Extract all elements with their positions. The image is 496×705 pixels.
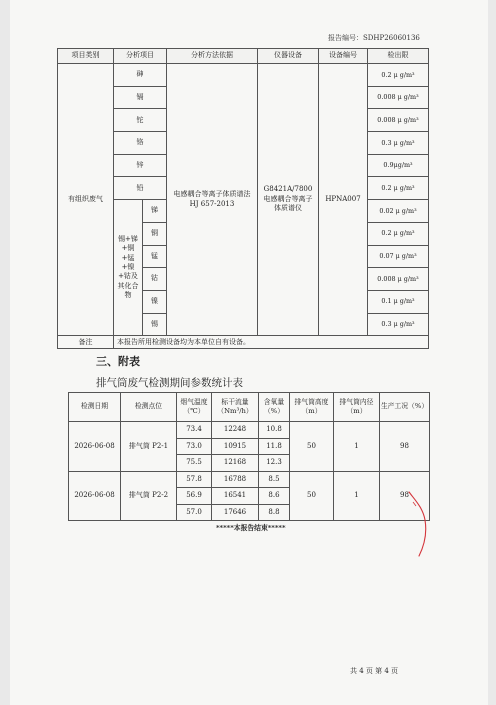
header-instrument: 仪器设备 (258, 49, 319, 64)
pen-mark-icon (405, 490, 435, 560)
temp-cell: 73.4 (177, 422, 212, 439)
remark-text: 本报告所用检测设备均为本单位自有设备。 (114, 336, 429, 349)
o2-cell: 11.8 (259, 438, 290, 455)
o2-cell: 8.8 (259, 504, 290, 521)
temp-cell: 73.0 (177, 438, 212, 455)
date-cell: 2026-06-08 (69, 422, 121, 472)
flow-cell: 12168 (212, 455, 259, 472)
item-name: 铬 (114, 132, 167, 155)
temp-cell: 57.0 (177, 504, 212, 521)
sub-title: 排气筒废气检测期间参数统计表 (96, 377, 243, 389)
condition-cell: 98 (380, 471, 430, 521)
flow-cell: 16788 (212, 471, 259, 488)
limit-cell: 0.008 μ g/m³ (368, 268, 429, 291)
date-cell: 2026-06-08 (69, 471, 121, 521)
report-page (10, 0, 488, 705)
item-name: 铅 (114, 177, 167, 200)
instrument-cell: G8421A/7800电感耦合等离子体质谱仪 (258, 64, 319, 336)
o2-cell: 10.8 (259, 422, 290, 439)
limit-cell: 0.3 μ g/m³ (368, 313, 429, 336)
limit-cell: 0.07 μ g/m³ (368, 245, 429, 268)
header-item: 分析项目 (114, 49, 167, 64)
table-row (69, 422, 430, 439)
table-row (69, 471, 430, 488)
header-device-no: 设备编号 (319, 49, 368, 64)
o2-cell: 8.5 (259, 471, 290, 488)
header-date: 检测日期 (69, 393, 121, 422)
limit-cell: 0.2 μ g/m³ (368, 177, 429, 200)
diameter-cell: 1 (334, 422, 380, 472)
section-title: 三、附表 (96, 355, 140, 368)
height-cell: 50 (290, 471, 334, 521)
flow-cell: 16541 (212, 488, 259, 505)
flow-cell: 17646 (212, 504, 259, 521)
header-temp: 烟气温度（℃） (177, 393, 212, 422)
item-name: 钴 (143, 268, 167, 291)
header-o2: 含氧量（%） (259, 393, 290, 422)
limit-cell: 0.3 μ g/m³ (368, 132, 429, 155)
exhaust-parameter-table (68, 392, 430, 521)
o2-cell: 12.3 (259, 455, 290, 472)
remark-row (58, 336, 429, 349)
limit-cell: 0.008 μ g/m³ (368, 109, 429, 132)
o2-cell: 8.6 (259, 488, 290, 505)
item-name: 砷 (114, 64, 167, 87)
category-cell: 有组织废气 (58, 64, 114, 336)
temp-cell: 57.8 (177, 471, 212, 488)
item-name: 锰 (143, 245, 167, 268)
point-cell: 排气筒 P2-2 (121, 471, 177, 521)
device-no-cell: HPNA007 (319, 64, 368, 336)
table-header-row (69, 393, 430, 422)
limit-cell: 0.1 μ g/m³ (368, 290, 429, 313)
header-method: 分析方法依据 (167, 49, 258, 64)
table-header-row (58, 49, 429, 64)
item-name: 铊 (114, 109, 167, 132)
header-condition: 生产工况（%） (380, 393, 430, 422)
method-cell: 电感耦合等离子体质谱法 HJ 657-2013 (167, 64, 258, 336)
diameter-cell: 1 (334, 471, 380, 521)
report-number: 报告编号：SDHP26060136 (328, 34, 420, 42)
item-name: 锑 (143, 200, 167, 223)
item-name: 铜 (143, 222, 167, 245)
point-cell: 排气筒 P2-1 (121, 422, 177, 472)
table-row (58, 64, 429, 87)
header-category: 项目类别 (58, 49, 114, 64)
remark-label: 备注 (58, 336, 114, 349)
limit-cell: 0.2 μ g/m³ (368, 64, 429, 87)
temp-cell: 75.5 (177, 455, 212, 472)
item-name: 锌 (114, 154, 167, 177)
flow-cell: 12248 (212, 422, 259, 439)
condition-cell: 98 (380, 422, 430, 472)
item-name: 锡 (143, 313, 167, 336)
header-height: 排气筒高度（m） (290, 393, 334, 422)
page-indicator: 共 4 页 第 4 页 (350, 667, 399, 675)
temp-cell: 56.9 (177, 488, 212, 505)
analysis-method-table (57, 48, 429, 349)
report-end-marker: *****本报告结束***** (216, 524, 286, 532)
limit-cell: 0.02 μ g/m³ (368, 200, 429, 223)
item-name: 镉 (114, 86, 167, 109)
header-limit: 检出限 (368, 49, 429, 64)
group-label: 锡+锑+铜+锰+镍+钴及其化合物 (114, 200, 143, 336)
flow-cell: 10915 (212, 438, 259, 455)
item-name: 镍 (143, 290, 167, 313)
header-flow: 标干流量（Nm³/h） (212, 393, 259, 422)
header-point: 检测点位 (121, 393, 177, 422)
header-diameter: 排气筒内径（m） (334, 393, 380, 422)
limit-cell: 0.9μg/m³ (368, 154, 429, 177)
limit-cell: 0.2 μ g/m³ (368, 222, 429, 245)
limit-cell: 0.008 μ g/m³ (368, 86, 429, 109)
height-cell: 50 (290, 422, 334, 472)
